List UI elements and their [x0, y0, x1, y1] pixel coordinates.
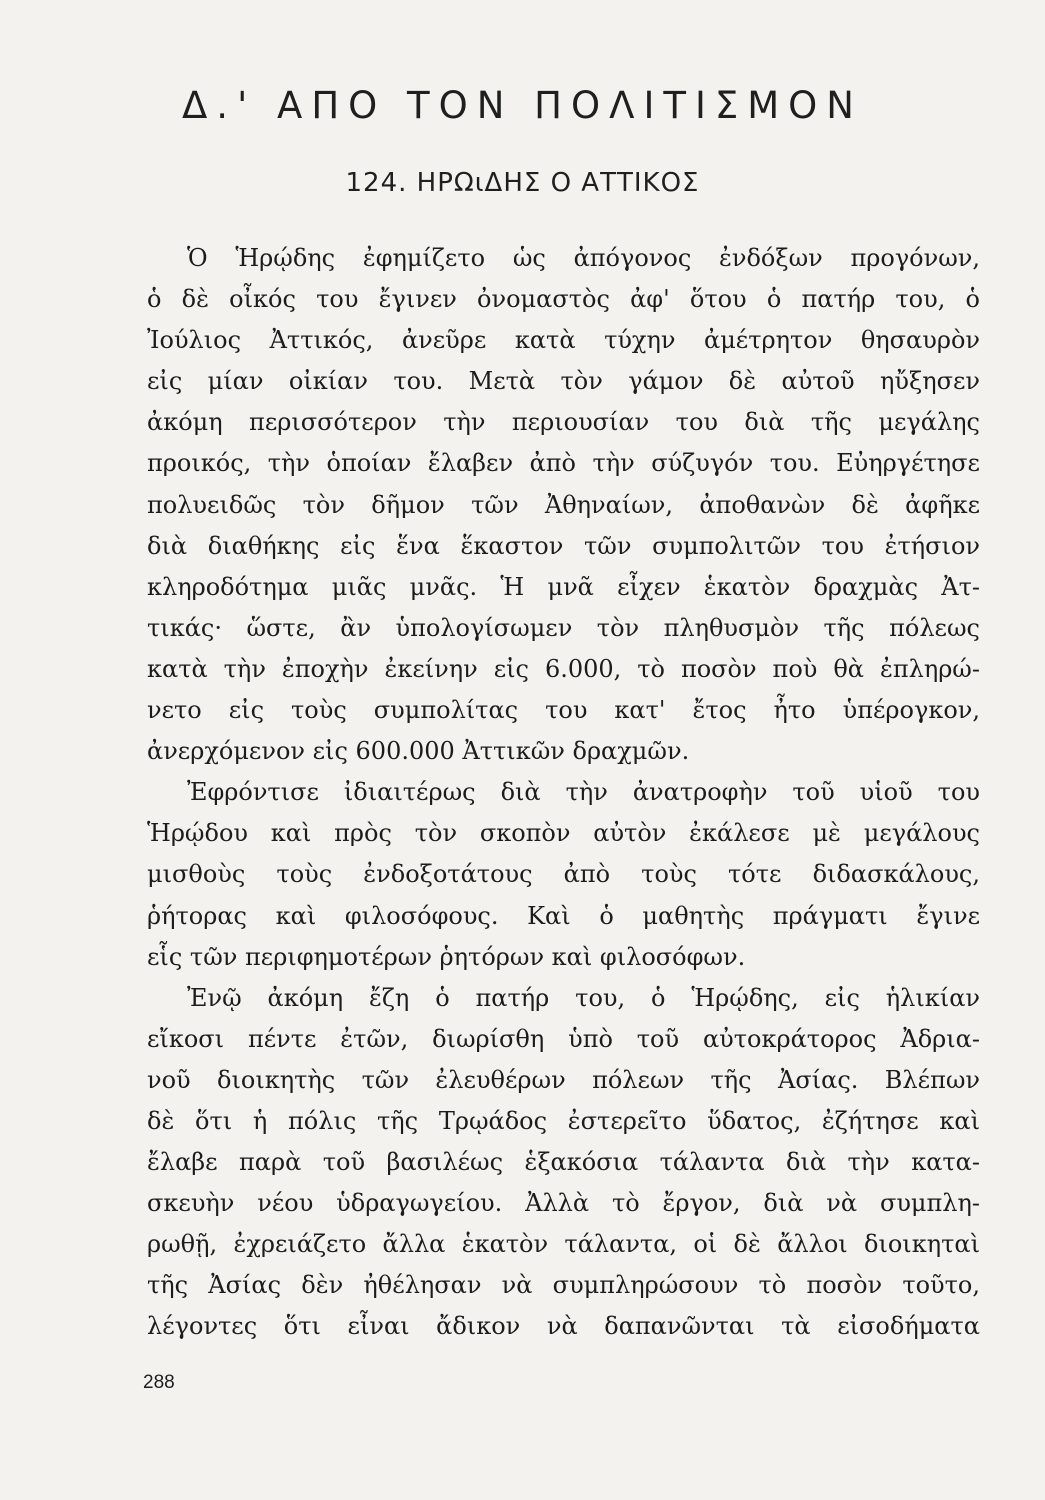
text-line: ρωθῇ, ἐχρειάζετο ἄλλα ἑκατὸν τάλαντα, οἱ δὲ ἄλλοι διοικηταὶ [147, 1230, 980, 1259]
text-line: λέγοντες ὅτι εἶναι ἄδικον νὰ δαπανῶνται τὰ εἰσοδήματα [147, 1312, 980, 1341]
text-line: προικός, τὴν ὁποίαν ἔλαβεν ἀπὸ τὴν σύζυγόν του. Εὐηργέτησε [147, 449, 980, 478]
text-line: Ἡρῴδου καὶ πρὸς τὸν σκοπὸν αὐτὸν ἐκάλεσε μὲ μεγάλους [147, 819, 980, 848]
text-line: Ἐφρόντισε ἰδιαιτέρως διὰ τὴν ἀνατροφὴν τοῦ υἱοῦ του [187, 778, 980, 807]
section-title: Δ.' ΑΠΟ ΤΟΝ ΠΟΛΙΤΙΣΜΟΝ [182, 84, 863, 127]
text-line: ἔλαβε παρὰ τοῦ βασιλέως ἑξακόσια τάλαντα διὰ τὴν κατα- [147, 1148, 980, 1177]
text-line: διὰ διαθήκης εἰς ἕνα ἕκαστον τῶν συμπολιτῶν του ἐτήσιον [147, 531, 980, 560]
body-text [147, 238, 980, 1348]
text-line: Ἰούλιος Ἀττικός, ἀνεῦρε κατὰ τύχην ἀμέτρητον θησαυρὸν [147, 326, 980, 355]
text-line: μισθοὺς τοὺς ἐνδοξοτάτους ἀπὸ τοὺς τότε διδασκάλους, [147, 860, 980, 889]
text-line: πολυειδῶς τὸν δῆμον τῶν Ἀθηναίων, ἀποθανὼν δὲ ἀφῆκε [147, 490, 980, 519]
text-line: δὲ ὅτι ἡ πόλις τῆς Τρῳάδος ἐστερεῖτο ὕδατος, ἐζήτησε καὶ [147, 1106, 980, 1135]
text-line: ὁ δὲ οἶκός του ἔγινεν ὀνομαστὸς ἀφ' ὅτου ὁ πατήρ του, ὁ [147, 285, 980, 314]
text-line: νοῦ διοικητὴς τῶν ἐλευθέρων πόλεων τῆς Ἀσίας. Βλέπων [147, 1065, 980, 1094]
text-line: εἰς μίαν οἰκίαν του. Μετὰ τὸν γάμον δὲ αὐτοῦ ηὔξησεν [147, 367, 980, 396]
text-line: κληροδότημα μιᾶς μνᾶς. Ἡ μνᾶ εἶχεν ἑκατὸν δραχμὰς Ἀτ- [147, 572, 980, 601]
text-line: ἀκόμη περισσότερον τὴν περιουσίαν του διὰ τῆς μεγάλης [147, 408, 980, 437]
page-number: 288 [143, 1372, 175, 1393]
text-line: τικάς· ὥστε, ἂν ὑπολογίσωμεν τὸν πληθυσμὸν τῆς πόλεως [147, 613, 980, 642]
text-line: Ὁ Ἡρῴδης ἐφημίζετο ὡς ἀπόγονος ἐνδόξων προγόνων, [187, 244, 980, 272]
text-line: εἷς τῶν περιφημοτέρων ῥητόρων καὶ φιλοσόφων. [147, 942, 746, 971]
text-line: ῥήτορας καὶ φιλοσόφους. Καὶ ὁ μαθητὴς πράγματι ἔγινε [147, 901, 980, 930]
text-line: νετο εἰς τοὺς συμπολίτας του κατ' ἔτος ἦτο ὑπέρογκον, [147, 696, 980, 725]
text-line: ἀνερχόμενον εἰς 600.000 Ἀττικῶν δραχμῶν. [147, 737, 690, 766]
text-line: Ἐνῷ ἀκόμη ἔζη ὁ πατήρ του, ὁ Ἡρῴδης, εἰς ἡλικίαν [187, 983, 980, 1012]
text-line: κατὰ τὴν ἐποχὴν ἐκείνην εἰς 6.000, τὸ ποσὸν ποὺ θὰ ἐπληρώ- [147, 654, 980, 683]
chapter-title: 124. ΗΡΩιΔΗΣ Ο ΑΤΤΙΚΟΣ [345, 168, 700, 198]
text-line: σκευὴν νέου ὑδραγωγείου. Ἀλλὰ τὸ ἔργον, διὰ νὰ συμπλη- [147, 1189, 980, 1218]
text-line: εἴκοσι πέντε ἐτῶν, διωρίσθη ὑπὸ τοῦ αὐτοκράτορος Ἀδρια- [147, 1024, 980, 1053]
text-line: τῆς Ἀσίας δὲν ἠθέλησαν νὰ συμπληρώσουν τὸ ποσὸν τοῦτο, [147, 1271, 980, 1300]
